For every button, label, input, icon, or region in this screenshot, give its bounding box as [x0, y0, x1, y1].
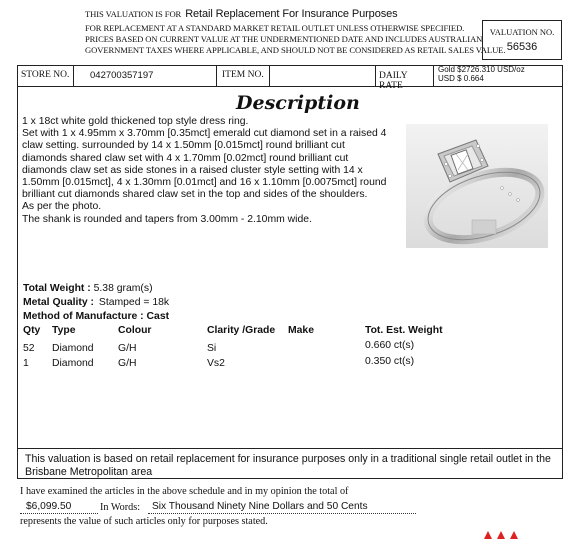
header-line-3: PRICES BASED ON CURRENT VALUE AT THE UNDERMENTIONED DATE AND INCLUDES AUSTRALIAN — [85, 34, 483, 44]
store-label: STORE NO. — [21, 70, 70, 80]
header-line-4: GOVERNMENT TAXES WHERE APPLICABLE, AND SHOULD NOT BE CONSIDERED AS RETAIL SALES VALUE. — [85, 45, 506, 55]
stone-row-1-colour: G/H — [118, 343, 137, 354]
col-type: Type — [52, 325, 76, 336]
stone-row-2-qty: 1 — [23, 358, 29, 369]
col-weight: Tot. Est. Weight — [365, 325, 443, 336]
store-number: 042700357197 — [90, 70, 154, 81]
stone-row-1-qty: 52 — [23, 343, 35, 354]
item-label-cell — [217, 66, 270, 86]
col-colour: Colour — [118, 325, 152, 336]
in-words-value: Six Thousand Ninety Nine Dollars and 50 Cents — [152, 501, 368, 512]
header-intro-label: THIS VALUATION IS FOR — [85, 9, 182, 19]
valuation-number-box — [482, 20, 562, 60]
store-row — [17, 65, 563, 91]
stone-row-1-weight: 0.660 ct(s) — [365, 340, 415, 351]
logo-mark-icon — [482, 526, 522, 535]
method-value: Cast — [146, 311, 170, 322]
note-divider — [17, 448, 563, 449]
store-number-cell — [74, 66, 217, 86]
footer-statement: I have examined the articles in the above schedule and in my opinion the total of — [20, 486, 349, 497]
total-weight-label: Total Weight : — [23, 283, 91, 294]
valuation-number-label: VALUATION NO. — [489, 27, 555, 37]
col-make: Make — [288, 325, 314, 336]
metal-quality — [23, 297, 169, 308]
disclaimer-note: This valuation is based on retail replacement for insurance purposes only in a traditional single retail outlet in the Brisbane Metropolitan area — [25, 453, 551, 478]
description-text: 1 x 18ct white gold thickened top style dress ring. Set with 1 x 4.95mm x 3.70mm [0.35mct] emerald cut diamond set in a raised 4 claw setting. surrounded by 14 x 1.50mm [0.015mct] round brilliant cut diamonds shared claw set with 4 x 1.70mm [0.02mct] round brilliant cut diamonds claw set as side stones in a raised cluster style setting with 14 x 1.50mm [0.015mct], 4 x 1.30mm [0.01mct] and 16 x 1.10mm [0.0075mct] round brilliant cut diamonds shared claw set in the top and sides of the shoulders. As per the photo. The shank is rounded and tapers from 3.00mm - 2.10mm wide. — [22, 116, 387, 225]
method-of-manufacture — [23, 311, 169, 322]
valuation-number: 56536 — [506, 41, 538, 53]
ring-photo — [406, 124, 548, 248]
description-title: Description — [236, 92, 360, 114]
method-label: Method of Manufacture : — [23, 311, 144, 322]
daily-rate-cell — [376, 66, 434, 91]
item-number-cell — [270, 66, 376, 86]
total-amount: $6,099.50 — [26, 501, 72, 512]
stone-row-2-weight: 0.350 ct(s) — [365, 356, 415, 367]
col-clarity: Clarity /Grade — [207, 325, 276, 336]
footer-amount-line — [20, 501, 420, 514]
stone-row-2-clarity: Vs2 — [207, 358, 225, 369]
metal-quality-value: Stamped = 18k — [98, 297, 170, 308]
daily-rate-values — [434, 66, 563, 86]
gold-rate: Gold $2726.310 USD/oz — [438, 65, 525, 74]
metal-quality-label: Metal Quality : — [23, 297, 95, 308]
stone-row-2-colour: G/H — [118, 358, 137, 369]
item-label: ITEM NO. — [222, 70, 264, 80]
col-qty: Qty — [23, 325, 41, 336]
in-words-line — [148, 501, 416, 514]
header-intro — [85, 9, 398, 20]
stone-row-1-type: Diamond — [52, 343, 94, 354]
header-line-2: FOR REPLACEMENT AT A STANDARD MARKET RETAIL OUTLET UNLESS OTHERWISE SPECIFIED. — [85, 23, 465, 33]
valuation-purpose: Retail Replacement For Insurance Purposes — [185, 8, 398, 20]
usd-rate: USD $ 0.664 — [438, 74, 484, 83]
store-label-cell — [17, 66, 74, 86]
total-amount-line — [20, 501, 98, 514]
in-words-label: In Words: — [100, 502, 141, 513]
stone-row-2-type: Diamond — [52, 358, 94, 369]
daily-rate-label: DAILY RATE — [379, 71, 408, 91]
stone-row-1-clarity: Si — [207, 343, 217, 354]
footer-purpose: represents the value of such articles only for purposes stated. — [20, 516, 268, 527]
total-weight-value: 5.38 gram(s) — [93, 283, 153, 294]
ring-icon — [406, 124, 548, 248]
total-weight — [23, 283, 153, 294]
